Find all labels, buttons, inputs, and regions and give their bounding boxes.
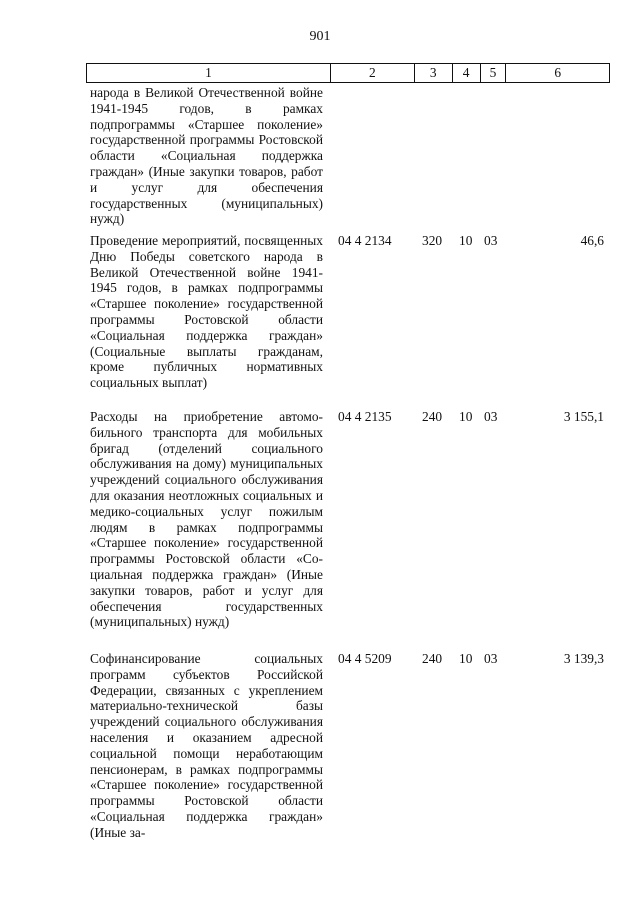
row-expense-type: 320 — [422, 233, 443, 248]
row-description: Проведение мероприятий, посвященных Дню Победы советского народа в Великой Отечественной войне 1941-1945 годов, в рамках подпрограммы «Старшее поколение» государственной программы Ростовской области «Социальная поддержка граждан» (Социальные выплаты гражданам, кроме публичных нормативных социальных выплат) — [90, 233, 323, 391]
row-code: 04 4 2134 — [338, 233, 392, 248]
row-section: 10 — [459, 233, 473, 248]
row-description: Софинансирование социальных программ субъектов Российской Федерации, связанных с укреплением материально-технической базы учреждений социального обслуживания населения и оказанием адресной социальной помощи неработающим пенсионерам, в рамках подпрограммы «Старшее поколение» государственной программы Ростовской области «Социальная поддержка граждан» (Иные за- — [90, 651, 323, 840]
row-subsection: 03 — [484, 651, 498, 666]
row-subsection: 03 — [484, 409, 498, 424]
row-code: 04 4 2135 — [338, 409, 392, 424]
row-amount: 46,6 — [580, 233, 604, 248]
header-col-6: 6 — [505, 64, 609, 82]
row-subsection: 03 — [484, 233, 498, 248]
row-expense-type: 240 — [422, 651, 443, 666]
header-col-1: 1 — [205, 65, 212, 80]
row-amount: 3 155,1 — [563, 409, 604, 424]
row-code: 04 4 5209 — [338, 651, 392, 666]
row-description: Расходы на приобретение автомобильного транспорта для мобильных бригад (отделений социального обслуживания на дому) муниципальных учреждений социального обслуживания для оказания неотложных социальных и медико-социальных услуг пожилым людям в рамках подпрограммы «Старшее поколение» государственной программы Ростовской области «Социальная поддержка граждан» (Иные закупки товаров, работ и услуг для обеспечения государственных (муниципальных) нужд) — [90, 409, 323, 630]
header-col-5: 5 — [480, 64, 506, 82]
header-col-4: 4 — [452, 64, 480, 82]
row-amount: 3 139,3 — [563, 651, 604, 666]
header-col-3: 3 — [414, 64, 452, 82]
row-expense-type: 240 — [422, 409, 443, 424]
page-number: 901 — [309, 29, 331, 44]
row-section: 10 — [459, 651, 473, 666]
row-description: народа в Великой Отечественной войне 1941-1945 годов, в рамках подпрограммы «Старшее поколение» государственной программы Ростовской области «Социальная поддержка граждан» (Иные закупки товаров, работ и услуг для обеспечения государственных (муниципальных) нужд) — [90, 85, 323, 227]
row-section: 10 — [459, 409, 473, 424]
table-header — [86, 63, 610, 83]
header-col-2: 2 — [330, 64, 414, 82]
